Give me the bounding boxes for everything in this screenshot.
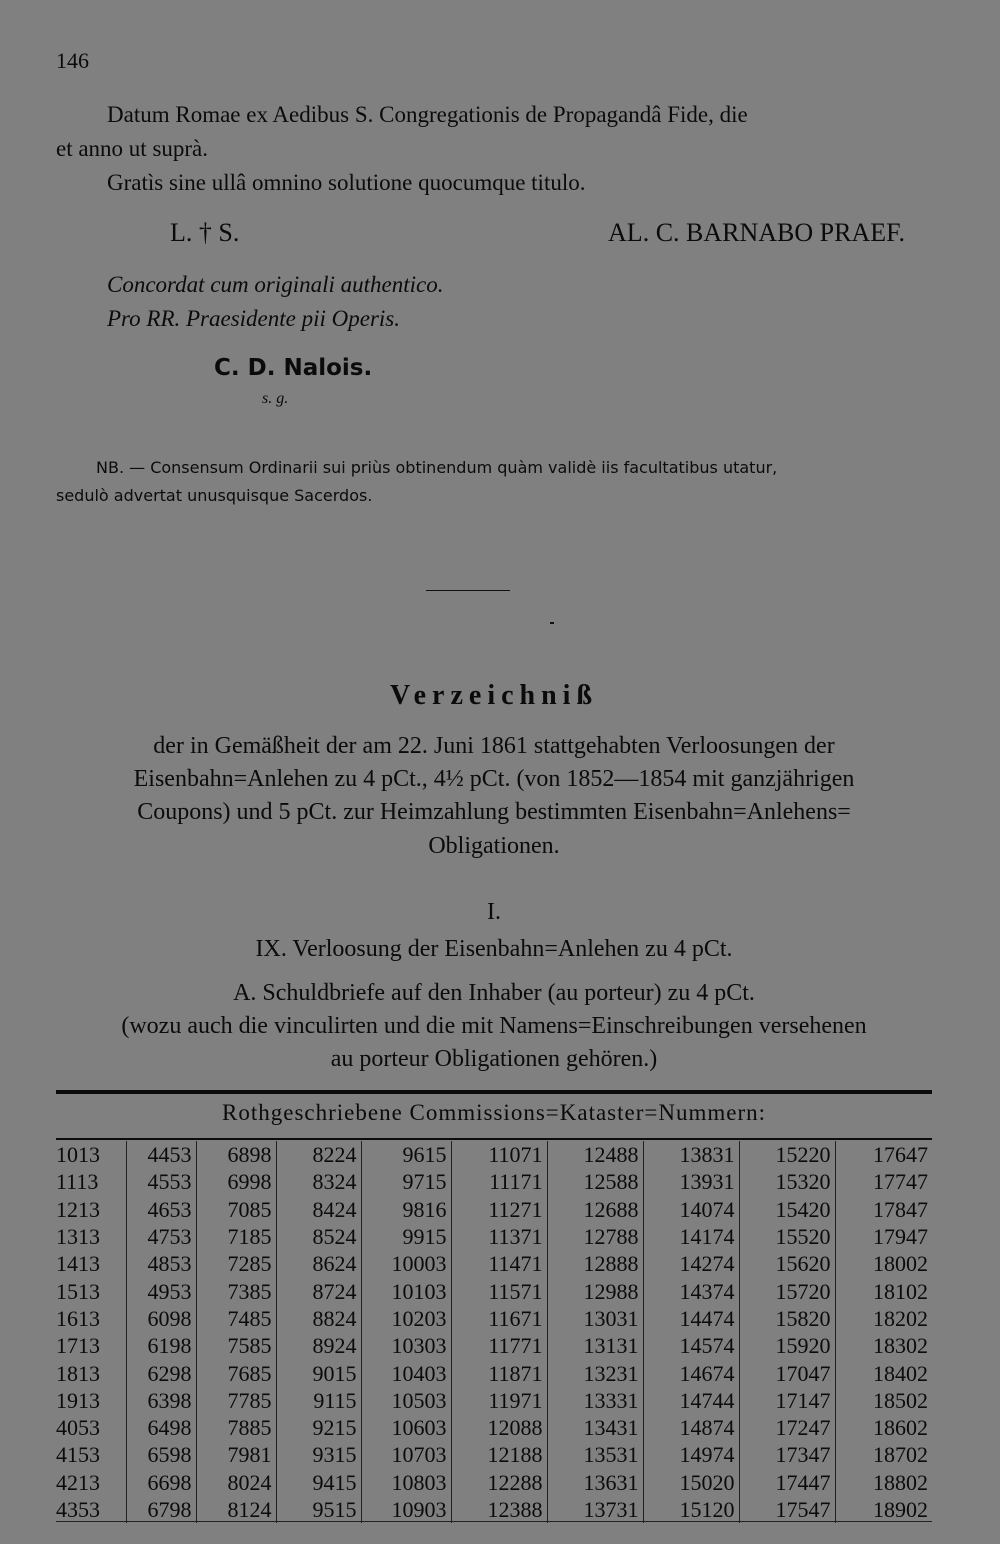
table-cell: 18602 [835,1414,932,1441]
table-cell: 1013 [56,1142,100,1168]
table-row [56,1387,932,1414]
table-cell: 10503 [361,1387,451,1414]
table-cell: 13231 [547,1359,643,1386]
table-cell: 13131 [547,1332,643,1359]
table-cell: 9915 [361,1223,451,1250]
table-cell: 15420 [739,1196,835,1223]
table-row [56,1277,932,1304]
table-cell: 15320 [739,1168,835,1195]
table-cell: 14274 [643,1250,739,1277]
table-cell: 4753 [126,1223,196,1250]
table-cell: 11971 [451,1387,547,1414]
table-cell: 11671 [451,1305,547,1332]
seal-mark: L. † S. [170,218,240,247]
number-table [56,1141,932,1523]
table-row [56,1168,932,1195]
section-title: Verzeichniß [389,680,599,711]
subsection: A. Schuldbriefe auf den Inhaber (au porteur) zu 4 pCt. [233,980,755,1006]
table-cell: 15520 [739,1223,835,1250]
table-cell: 14074 [643,1196,739,1223]
table-cell: 15920 [739,1332,835,1359]
table-cell: 11471 [451,1250,547,1277]
table-cell: 10403 [361,1359,451,1386]
table-cell: 15720 [739,1277,835,1304]
section-divider [426,590,510,591]
table-row [56,1141,932,1168]
table-cell: 12488 [547,1141,643,1168]
table-cell: 8324 [276,1168,361,1195]
table-cell: 9215 [276,1414,361,1441]
table-row [56,1496,932,1523]
closing-line-3: Gratìs sine ullâ omnino solutione quocumque titulo. [107,170,586,195]
table-cell: 17647 [835,1141,932,1168]
table-cell: 6498 [126,1414,196,1441]
table-cell: 14174 [643,1223,739,1250]
table-row [56,1414,932,1441]
table-cell: 12088 [451,1414,547,1441]
table-bottom-rule [56,1521,932,1522]
table-cell: 17547 [739,1496,835,1523]
intro-line-3: Coupons) und 5 pCt. zur Heimzahlung bestimmten Eisenbahn=Anlehens= [137,799,851,825]
table-cell: 17847 [835,1196,932,1223]
table-cell: 14374 [643,1277,739,1304]
table-row [56,1250,932,1277]
table-cell: 9816 [361,1196,451,1223]
table-cell: 13731 [547,1496,643,1523]
table-cell: 13531 [547,1441,643,1468]
table-cell: 8224 [276,1141,361,1168]
signature-name: C. D. Nalois. [214,355,373,381]
table-cell: 1613 [56,1305,100,1331]
number-table-body [56,1141,932,1523]
table-cell: 17747 [835,1168,932,1195]
table-row [56,1223,932,1250]
table-cell: 7585 [196,1332,276,1359]
table-cell: 11771 [451,1332,547,1359]
table-cell: 18302 [835,1332,932,1359]
table-cell: 11071 [451,1141,547,1168]
table-cell: 7685 [196,1359,276,1386]
table-cell: 13831 [643,1141,739,1168]
table-cell: 14574 [643,1332,739,1359]
table-cell: 6798 [126,1496,196,1523]
table-cell: 17947 [835,1223,932,1250]
table-cell: 10103 [361,1277,451,1304]
table-cell: 4653 [126,1196,196,1223]
table-cell: 18902 [835,1496,932,1523]
table-cell: 15620 [739,1250,835,1277]
table-row [56,1441,932,1468]
table-cell: 11171 [451,1168,547,1195]
table-cell: 1813 [56,1360,100,1386]
table-cell: 6098 [126,1305,196,1332]
table-row [56,1196,932,1223]
table-cell: 1713 [56,1333,100,1359]
table-cell: 14674 [643,1359,739,1386]
table-cell: 15820 [739,1305,835,1332]
table-cell: 6598 [126,1441,196,1468]
table-cell: 18002 [835,1250,932,1277]
intro-line-2: Eisenbahn=Anlehen zu 4 pCt., 4½ pCt. (von 1852—1854 mit ganzjährigen [133,766,855,792]
table-cell: 1213 [56,1196,100,1222]
intro-line-1: der in Gemäßheit der am 22. Juni 1861 stattgehabten Verloosungen der [153,733,835,759]
signature-title: s. g. [262,390,289,407]
subheading: IX. Verloosung der Eisenbahn=Anlehen zu 4 pCt. [255,936,733,962]
table-cell: 12288 [451,1469,547,1496]
table-cell: 8524 [276,1223,361,1250]
table-cell: 10703 [361,1441,451,1468]
table-row [56,1332,932,1359]
table-cell: 11271 [451,1196,547,1223]
table-cell: 8724 [276,1277,361,1304]
table-cell: 10003 [361,1250,451,1277]
table-cell: 9515 [276,1496,361,1523]
table-cell: 13031 [547,1305,643,1332]
table-cell: 12188 [451,1441,547,1468]
table-cell: 18202 [835,1305,932,1332]
table-cell: 7981 [196,1441,276,1468]
table-cell: 8024 [196,1469,276,1496]
table-cell: 18702 [835,1441,932,1468]
table-cell: 13931 [643,1168,739,1195]
table-cell: 8624 [276,1250,361,1277]
table-cell: 6898 [196,1141,276,1168]
nota-bene-line-2: sedulò advertat unusquisque Sacerdos. [56,486,373,505]
nota-bene-line-1: NB. — Consensum Ordinarii sui priùs obtinendum quàm validè iis facultatibus utatur, [96,458,778,477]
table-cell: 10803 [361,1469,451,1496]
part-number: I. [487,899,501,925]
table-cell: 13431 [547,1414,643,1441]
table-cell: 6698 [126,1469,196,1496]
table-cell: 12688 [547,1196,643,1223]
table-cell: 1413 [56,1251,100,1277]
table-cell: 1313 [56,1224,100,1250]
table-cell: 14474 [643,1305,739,1332]
table-cell: 8924 [276,1332,361,1359]
table-cell: 17147 [739,1387,835,1414]
table-cell: 10203 [361,1305,451,1332]
table-cell: 9115 [276,1387,361,1414]
table-cell: 18502 [835,1387,932,1414]
table-cell: 7485 [196,1305,276,1332]
table-cell: 1913 [56,1387,100,1413]
table-cell: 9615 [361,1141,451,1168]
table-cell: 12588 [547,1168,643,1195]
table-cell: 14974 [643,1441,739,1468]
table-cell: 12988 [547,1277,643,1304]
table-cell: 9715 [361,1168,451,1195]
table-cell: 15120 [643,1496,739,1523]
table-cell: 18102 [835,1277,932,1304]
table-cell: 7785 [196,1387,276,1414]
table-cell: 11871 [451,1359,547,1386]
table-cell: 17447 [739,1469,835,1496]
table-cell: 6198 [126,1332,196,1359]
table-cell: 18402 [835,1359,932,1386]
table-cell: 4153 [56,1442,100,1468]
closing-line-1: Datum Romae ex Aedibus S. Congregationis de Propagandâ Fide, die [107,102,748,127]
table-cell: 12388 [451,1496,547,1523]
note-line-2: au porteur Obligationen gehören.) [330,1046,658,1072]
table-cell: 4853 [126,1250,196,1277]
table-cell: 4553 [126,1168,196,1195]
table-cell: 17347 [739,1441,835,1468]
table-cell: 4213 [56,1469,100,1495]
table-cell: 8124 [196,1496,276,1523]
prefect-name: AL. C. BARNABO PRAEF. [608,218,905,247]
table-cell: 6998 [196,1168,276,1195]
certification-line-2: Pro RR. Praesidente pii Operis. [107,306,400,331]
table-cell: 13331 [547,1387,643,1414]
table-row [56,1359,932,1386]
table-cell: 15020 [643,1469,739,1496]
intro-line-4: Obligationen. [428,833,560,859]
table-cell: 4453 [126,1141,196,1168]
table-cell: 14744 [643,1387,739,1414]
table-cell: 18802 [835,1469,932,1496]
page-number: 146 [56,48,89,73]
table-cell: 1513 [56,1278,100,1304]
seal-row [170,218,905,248]
table-cell: 12888 [547,1250,643,1277]
table-row [56,1305,932,1332]
table-cell: 7885 [196,1414,276,1441]
table-cell: 10903 [361,1496,451,1523]
table-cell: 8824 [276,1305,361,1332]
table-cell: 13631 [547,1469,643,1496]
table-cell: 12788 [547,1223,643,1250]
table-cell: 10303 [361,1332,451,1359]
table-row [56,1469,932,1496]
table-cell: 4353 [56,1497,100,1522]
table-cell: 6298 [126,1359,196,1386]
divider-dot [550,622,554,624]
closing-line-2: et anno ut suprà. [56,136,209,161]
table-cell: 1113 [56,1169,99,1195]
table-cell: 17247 [739,1414,835,1441]
table-cell: 7185 [196,1223,276,1250]
table-cell: 11571 [451,1277,547,1304]
table-cell: 4053 [56,1415,100,1441]
table-cell: 9415 [276,1469,361,1496]
certification-line-1: Concordat cum originali authentico. [107,272,444,297]
table-cell: 7385 [196,1277,276,1304]
table-cell: 7085 [196,1196,276,1223]
table-cell: 14874 [643,1414,739,1441]
table-cell: 17047 [739,1359,835,1386]
table-cell: 4953 [126,1277,196,1304]
table-caption: Rothgeschriebene Commissions=Kataster=Nummern: [222,1100,766,1125]
table-cell: 9315 [276,1441,361,1468]
table-cell: 6398 [126,1387,196,1414]
table-cell: 11371 [451,1223,547,1250]
table-cell: 10603 [361,1414,451,1441]
table-header-rule [56,1138,932,1140]
note-line-1: (wozu auch die vinculirten und die mit Namens=Einschreibungen versehenen [121,1013,867,1039]
table-cell: 8424 [276,1196,361,1223]
table-cell: 15220 [739,1141,835,1168]
table-cell: 7285 [196,1250,276,1277]
table-top-rule [56,1090,932,1094]
table-cell: 9015 [276,1359,361,1386]
